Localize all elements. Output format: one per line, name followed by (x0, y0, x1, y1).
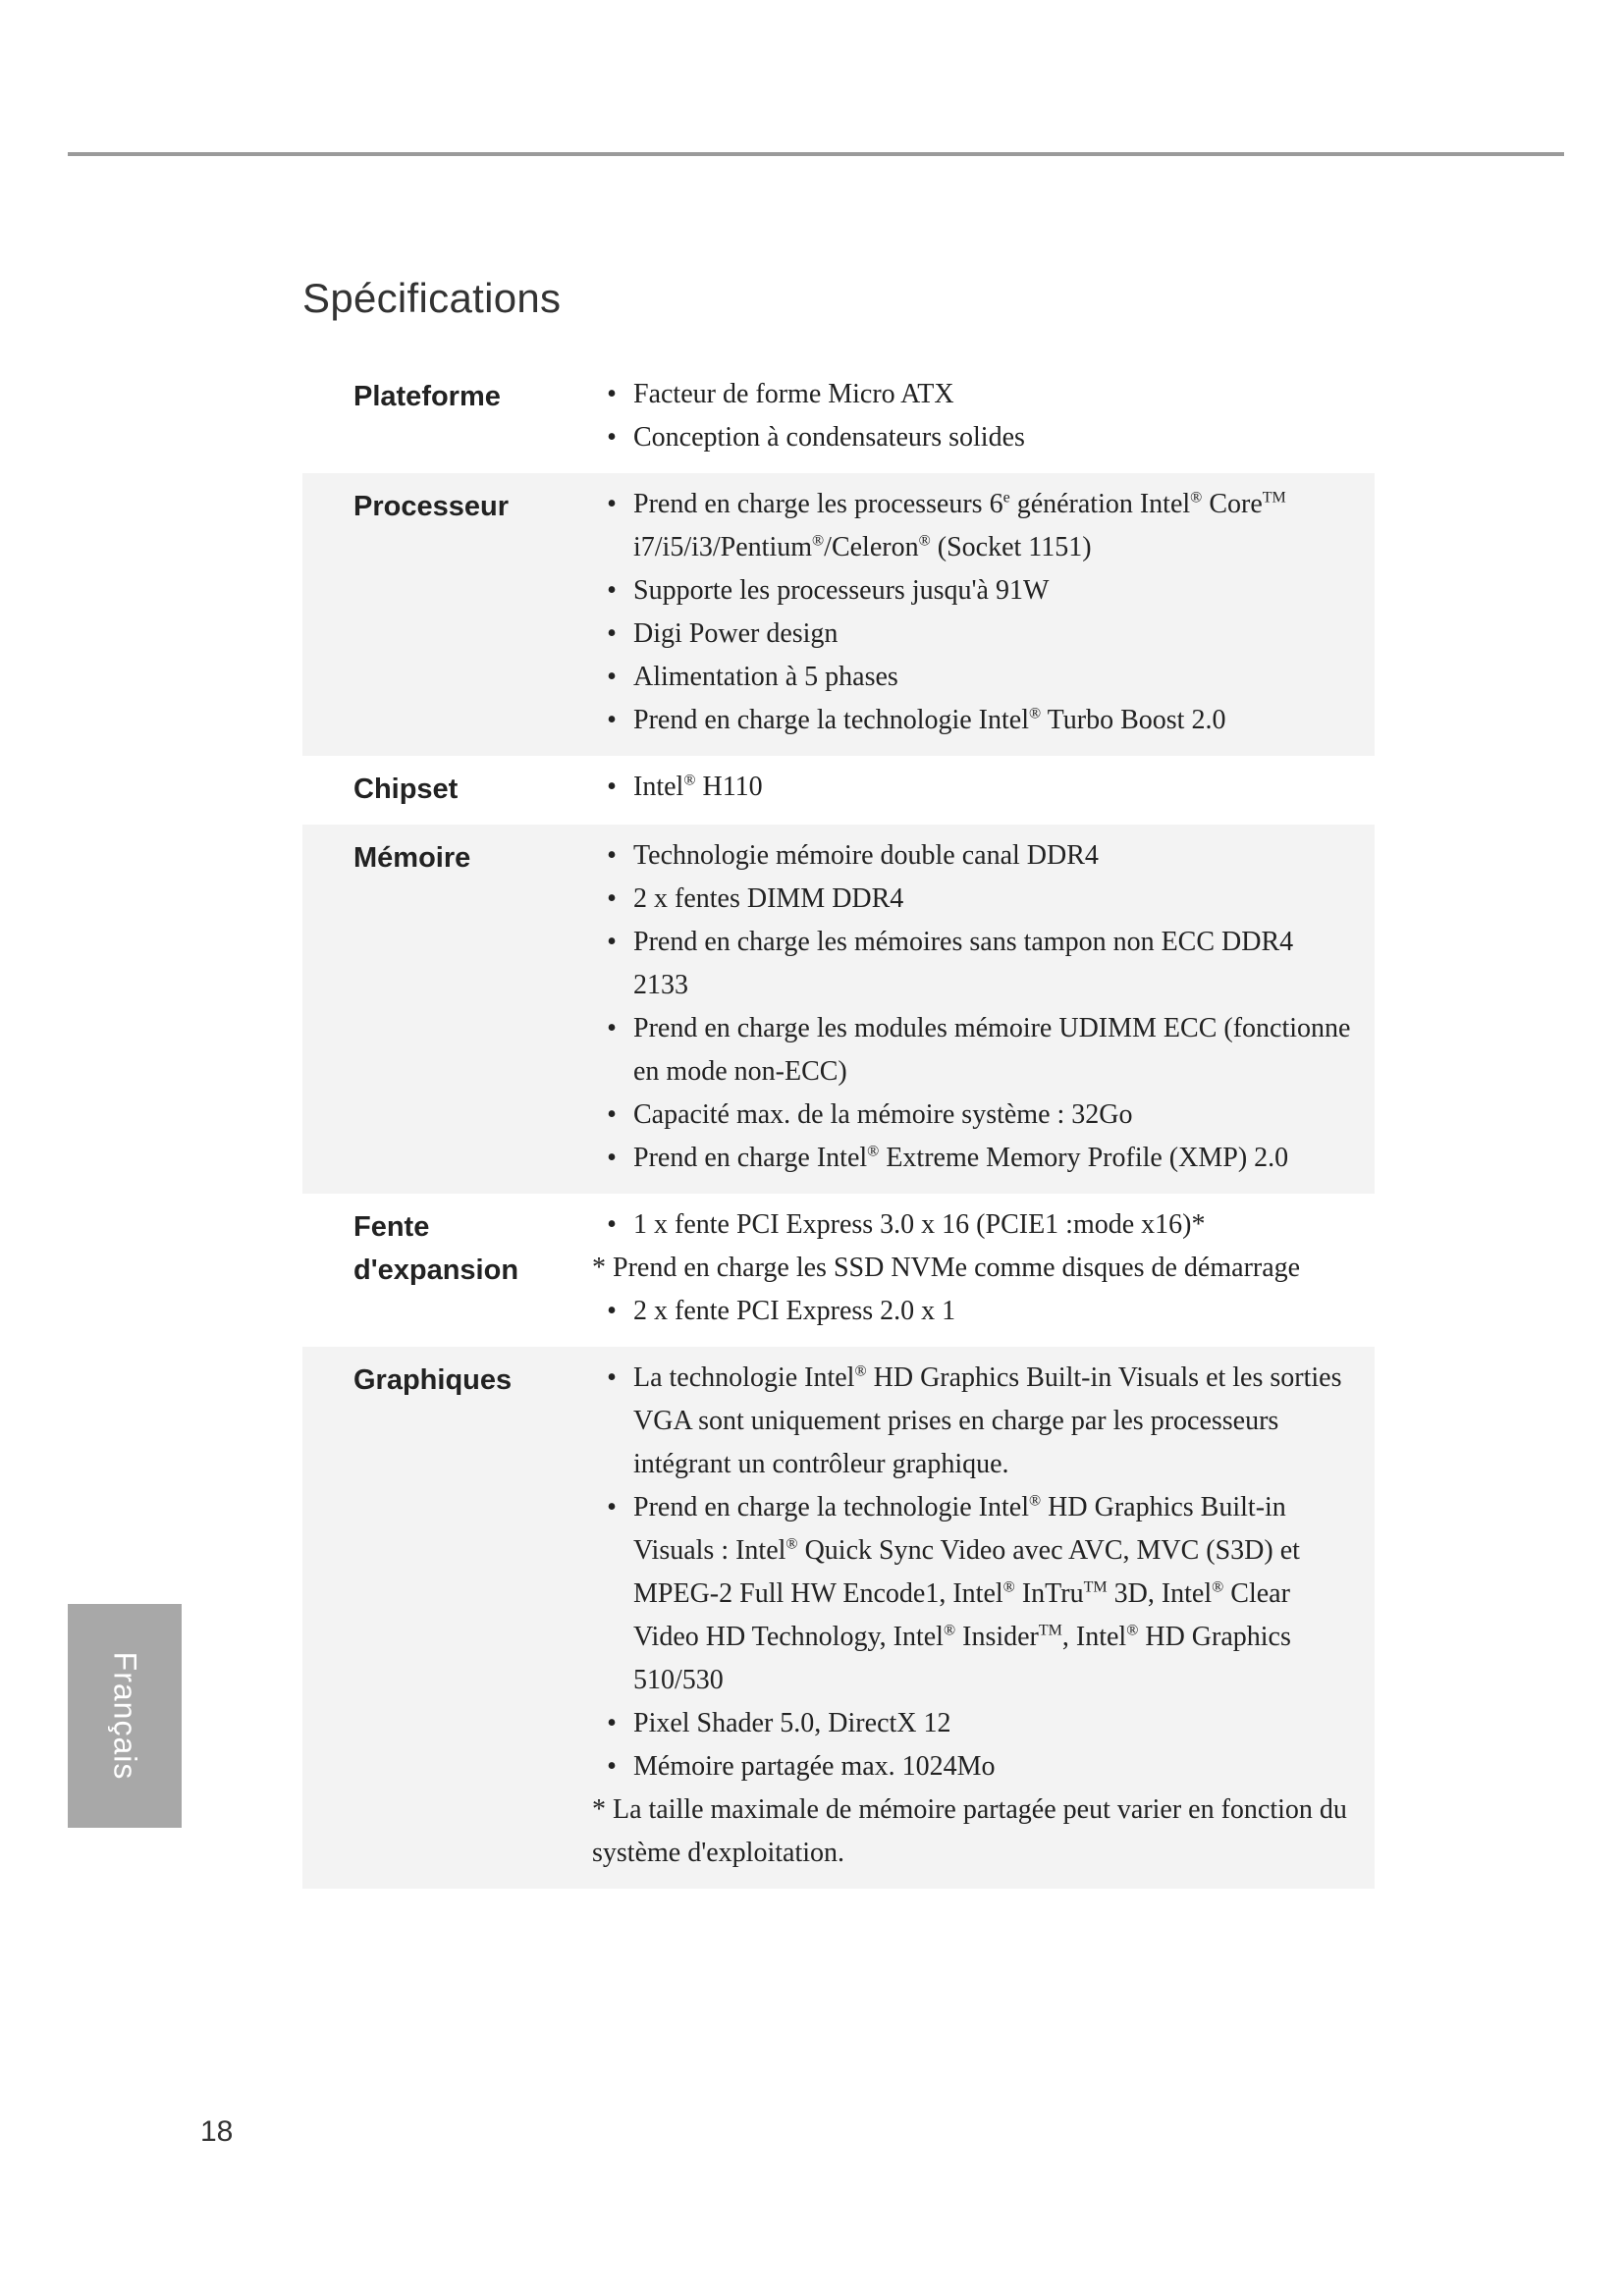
spec-items-expansion (592, 1203, 1375, 1333)
page-number: 18 (200, 2115, 234, 2148)
bullet-icon: • (607, 1209, 617, 1240)
bullet-icon: • (607, 927, 617, 957)
spec-item: • 2 x fente PCI Express 2.0 x 1 (592, 1290, 1355, 1333)
spec-item: • Technologie mémoire double canal DDR4 (592, 834, 1355, 878)
spec-item: • Supporte les processeurs jusqu'à 91W (592, 569, 1355, 613)
spec-item: • Prend en charge la technologie Intel® Turbo Boost 2.0 (592, 699, 1355, 742)
bullet-icon: • (607, 1492, 617, 1522)
spec-table (302, 363, 1375, 1889)
bullet-icon: • (607, 1143, 617, 1173)
spec-note: * La taille maximale de mémoire partagée peut varier en fonction du système d'exploitation. (592, 1794, 1347, 1868)
spec-row-processor (302, 473, 1375, 756)
spec-row-memory (302, 825, 1375, 1194)
spec-item: • Conception à condensateurs solides (592, 416, 1355, 459)
spec-item: • Mémoire partagée max. 1024Mo (592, 1745, 1355, 1789)
spec-item: • Intel® H110 (592, 766, 1355, 809)
bullet-icon: • (607, 705, 617, 735)
spec-item: • Alimentation à 5 phases (592, 656, 1355, 699)
spec-item: • Digi Power design (592, 613, 1355, 656)
spec-item: • Facteur de forme Micro ATX (592, 373, 1355, 416)
bullet-icon: • (607, 1099, 617, 1130)
bullet-icon: • (607, 575, 617, 606)
spec-row-expansion (302, 1194, 1375, 1347)
spec-items-processor (592, 483, 1375, 742)
side-tab-label: Français (107, 1651, 143, 1781)
spec-items-graphics (592, 1357, 1375, 1875)
spec-row-graphics (302, 1347, 1375, 1889)
bullet-icon: • (607, 1708, 617, 1738)
spec-items-memory (592, 834, 1375, 1180)
spec-items-platform (592, 373, 1375, 459)
spec-label-expansion-line1: Fente (353, 1211, 430, 1243)
spec-item: • Prend en charge les modules mémoire UDIMM ECC (fonctionne en mode non-ECC) (592, 1007, 1355, 1094)
spec-item: • Prend en charge Intel® Extreme Memory Profile (XMP) 2.0 (592, 1137, 1355, 1180)
spec-item: • 2 x fentes DIMM DDR4 (592, 878, 1355, 921)
spec-label-processor: Processeur (353, 491, 509, 522)
bullet-icon: • (607, 840, 617, 871)
spec-item: • 1 x fente PCI Express 3.0 x 16 (PCIE1 :mode x16)* (592, 1203, 1355, 1247)
spec-label-graphics: Graphiques (353, 1364, 513, 1396)
spec-item: • Pixel Shader 5.0, DirectX 12 (592, 1702, 1355, 1745)
spec-item: • Capacité max. de la mémoire système : 32Go (592, 1094, 1355, 1137)
spec-row-platform (302, 363, 1375, 473)
bullet-icon: • (607, 662, 617, 692)
spec-label-memory: Mémoire (353, 842, 471, 874)
spec-label-expansion-line2: d'expansion (353, 1255, 519, 1286)
bullet-icon: • (607, 379, 617, 409)
spec-item: • Prend en charge les processeurs 6e génération Intel® Core™ i7/i5/i3/Pentium®/Celeron® (Socket 1151) (592, 483, 1355, 569)
bullet-icon: • (607, 618, 617, 649)
spec-item: • Prend en charge la technologie Intel® HD Graphics Built-in Visuals : Intel® Quick Sync Video avec AVC, MVC (S3D) et MPEG-2 Full HW Encode1, Intel® InTru™ 3D, Intel® Clear Video HD Technology, Intel® Insider™, Intel® HD Graphics 510/530 (592, 1486, 1355, 1702)
bullet-icon: • (607, 883, 617, 914)
spec-label-expansion (302, 1203, 592, 1333)
bullet-icon: • (607, 1013, 617, 1043)
page-title: Spécifications (302, 275, 562, 321)
language-side-tab (68, 1604, 182, 1828)
bullet-icon: • (607, 1751, 617, 1782)
spec-note: * Prend en charge les SSD NVMe comme disques de démarrage (592, 1253, 1301, 1283)
bullet-icon: • (607, 1362, 617, 1393)
spec-label-platform: Plateforme (353, 381, 501, 412)
top-rule (68, 152, 1564, 156)
bullet-icon: • (607, 1296, 617, 1326)
spec-item: • La technologie Intel® HD Graphics Built-in Visuals et les sorties VGA sont uniquement prises en charge par les processeurs intégrant un contrôleur graphique. (592, 1357, 1355, 1486)
bullet-icon: • (607, 422, 617, 453)
spec-items-chipset (592, 766, 1375, 811)
bullet-icon: • (607, 489, 617, 519)
spec-label-chipset: Chipset (353, 774, 459, 805)
spec-item: • Prend en charge les mémoires sans tampon non ECC DDR4 2133 (592, 921, 1355, 1007)
bullet-icon: • (607, 772, 617, 802)
spec-row-chipset (302, 756, 1375, 825)
